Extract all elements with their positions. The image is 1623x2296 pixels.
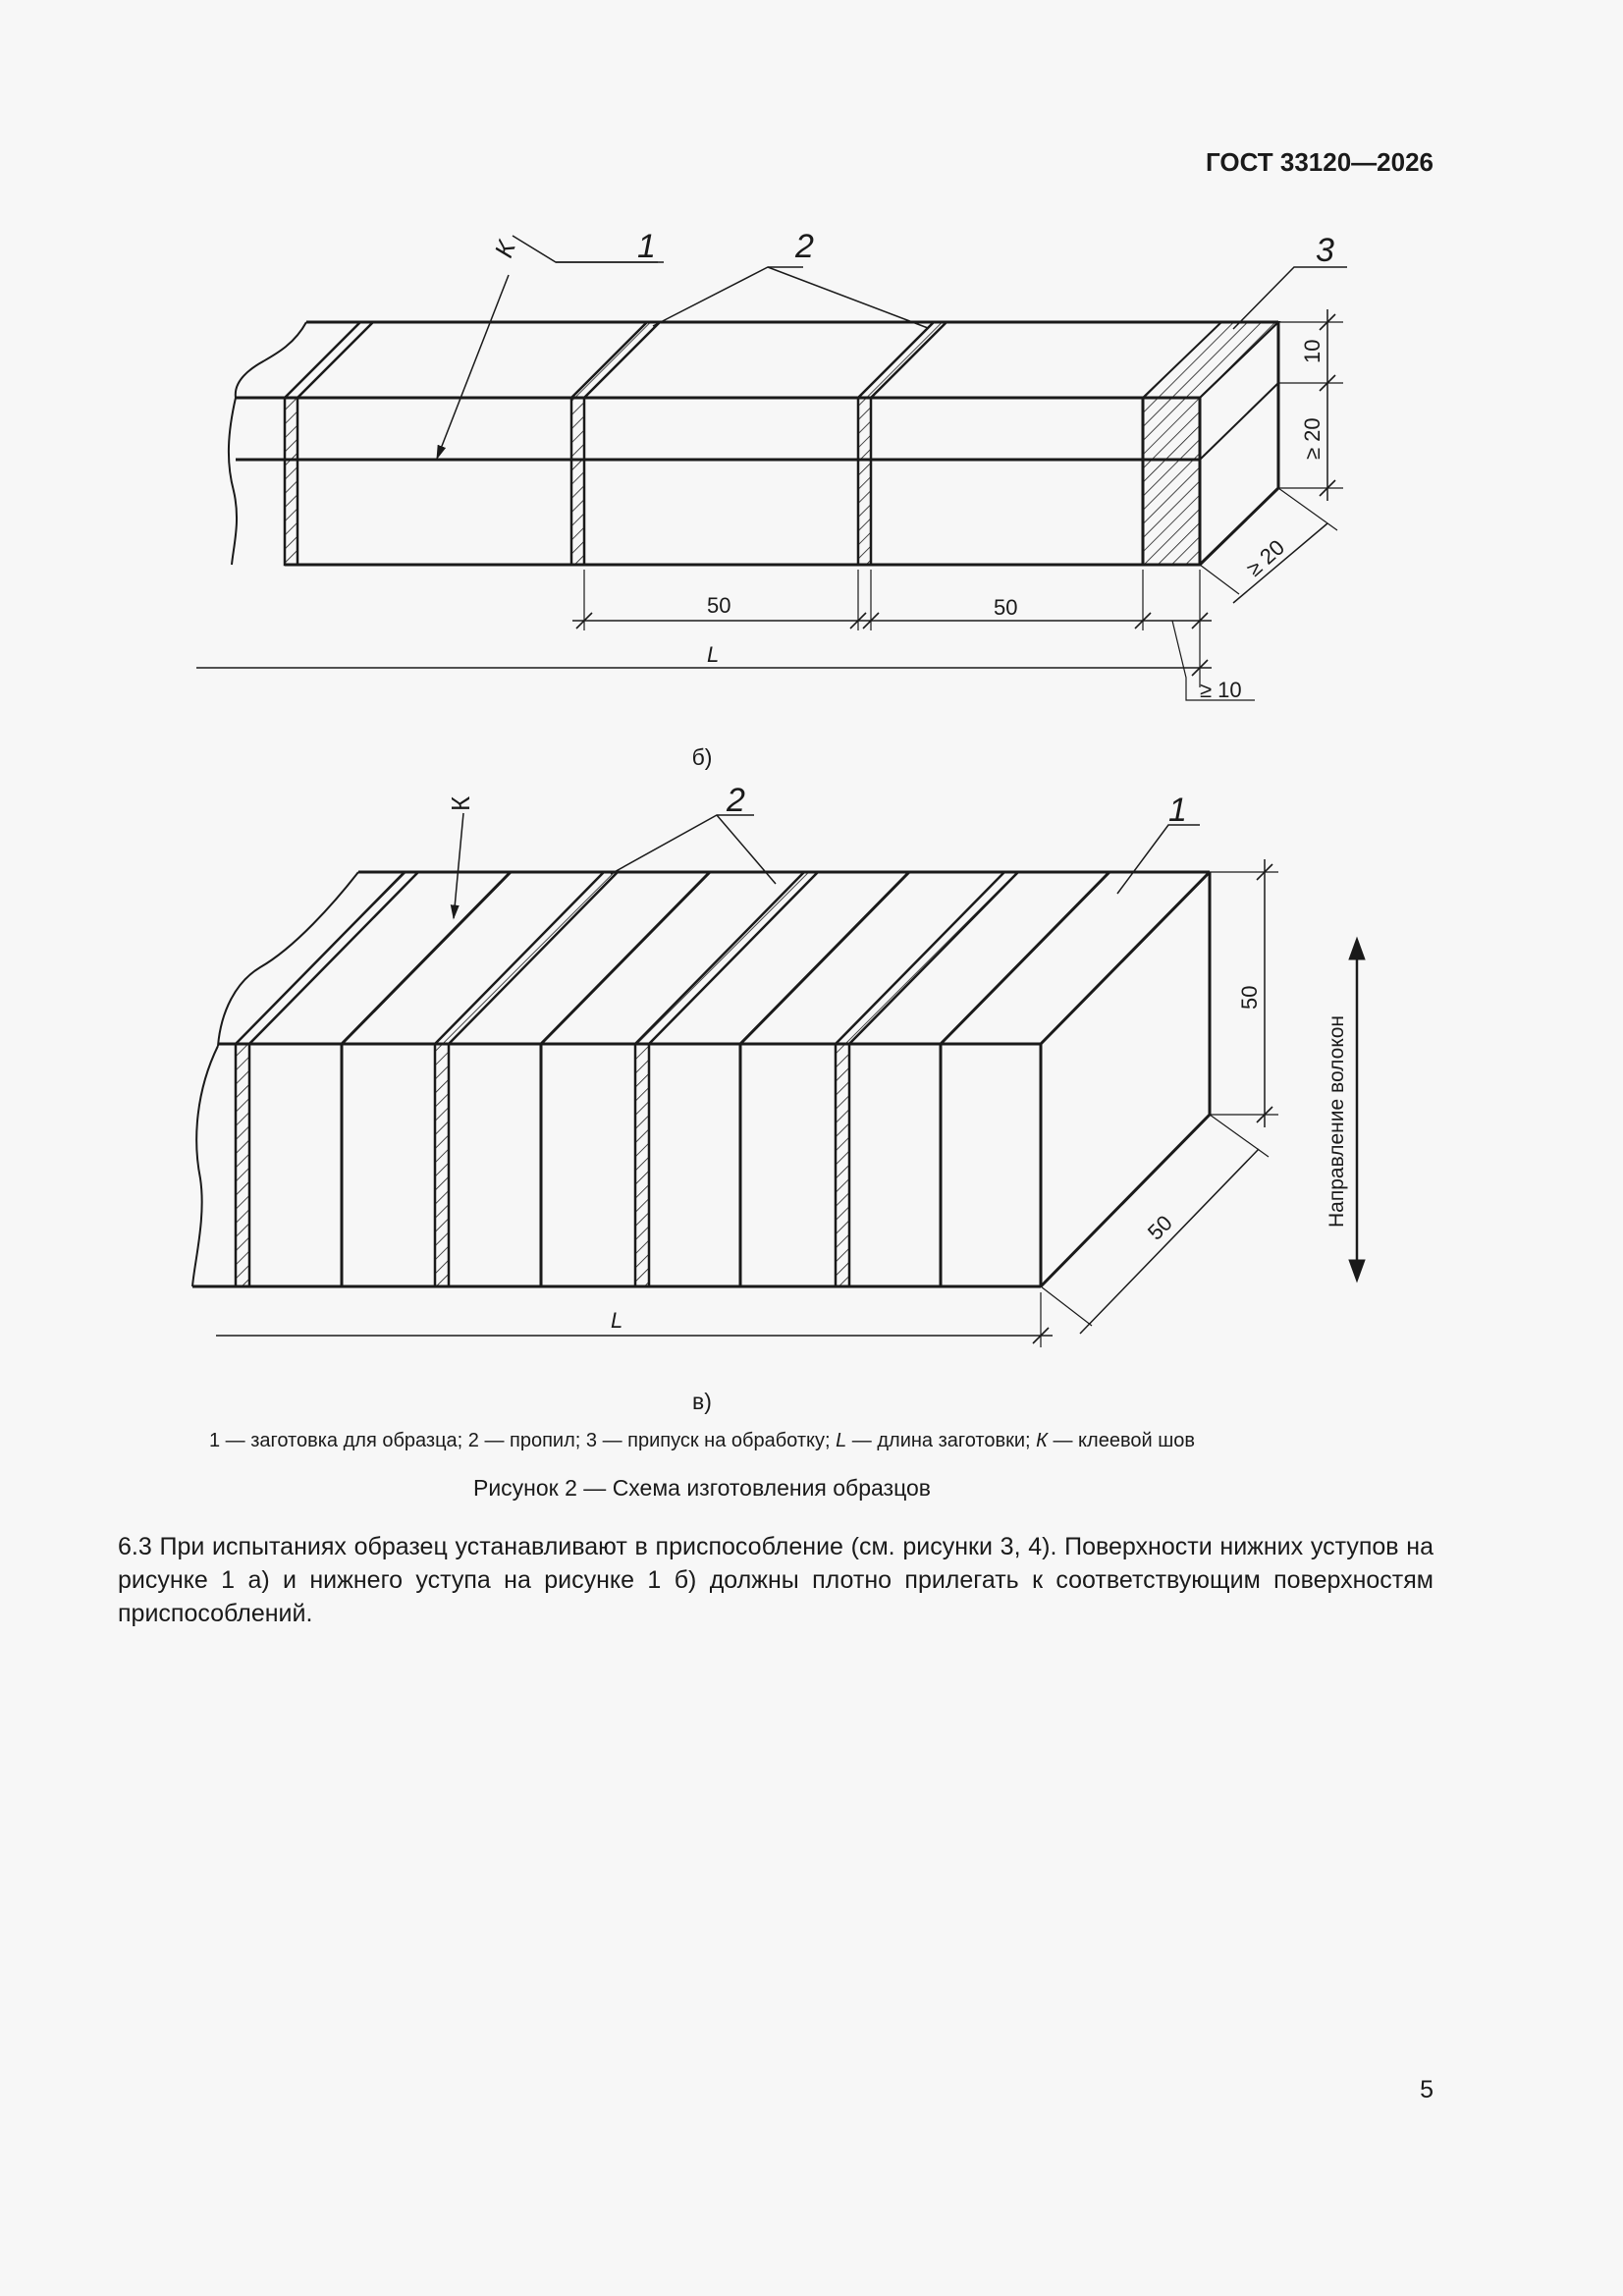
legend-part-1: 1 — заготовка для образца; 2 — пропил; 3 — припуск на обработку;	[208, 1430, 837, 1451]
fig-b-dim-50-a: 50	[707, 593, 731, 618]
fig-c-label-2: 2	[727, 782, 745, 819]
fig-b-k-label: К	[488, 237, 521, 262]
fig-c-dim-l: L	[611, 1308, 623, 1333]
fig-b-dim-ge20-diag: ≥ 20	[1241, 534, 1290, 581]
fig-b-dim-ge20-vert: ≥ 20	[1300, 417, 1325, 460]
fig-c-label-1: 1	[1168, 792, 1187, 829]
figure-c-drawing	[192, 813, 1365, 1347]
fig-c-dim-50-vert: 50	[1237, 985, 1262, 1010]
fig-b-label-1: 1	[637, 228, 656, 265]
figure-c-caption: в)	[692, 1389, 712, 1414]
legend-part-3: — клеевой шов	[1047, 1430, 1195, 1451]
fig-b-label-2: 2	[795, 228, 814, 265]
fig-b-dim-10: 10	[1300, 339, 1325, 363]
fig-b-dim-l: L	[707, 642, 720, 667]
figure-legend	[0, 1430, 1404, 1452]
fig-b-dim-50-b: 50	[994, 595, 1018, 620]
legend-part-2: — длина заготовки;	[846, 1430, 1037, 1451]
figure-b-drawing	[196, 236, 1347, 700]
figure-b-caption: б)	[691, 744, 713, 770]
fiber-direction-label: Направление волокон	[1325, 1014, 1348, 1228]
fig-b-dim-ge10: ≥ 10	[1200, 678, 1242, 702]
document-id: ГОСТ 33120—2026	[1206, 147, 1434, 177]
page-number: 5	[1420, 2076, 1434, 2104]
paragraph-6-3: 6.3 При испытаниях образец устанавливают в приспособление (см. рисунки 3, 4). Поверхности нижних уступов на рисунке 1 а) и нижнего уступа на рисунке 1 б) должны плотно прилегать к соответствующим поверхностям приспособлений.	[118, 1533, 1434, 1627]
figure-title: Рисунок 2 — Схема изготовления образцов	[472, 1475, 932, 1501]
legend-k-symbol: К	[1036, 1430, 1048, 1451]
legend-l-symbol: L	[836, 1430, 847, 1451]
fig-c-k-label: К	[446, 795, 475, 811]
fig-c-dim-50-diag: 50	[1142, 1210, 1177, 1245]
fig-b-label-3: 3	[1316, 232, 1334, 269]
